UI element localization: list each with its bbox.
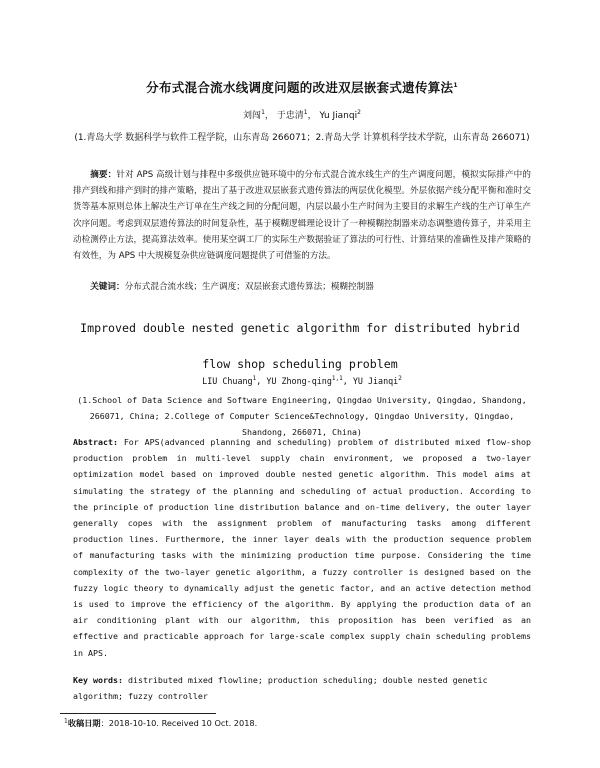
english-abstract bbox=[73, 434, 531, 661]
author-yu-zhongqing: 于忠清 bbox=[276, 111, 304, 121]
english-keywords bbox=[73, 672, 531, 704]
author-yu-jianqi: Yu Jianqi bbox=[319, 111, 358, 121]
footnote: $^1$收稿日期：2018-10-10. Received 10 Oct. 2018. bbox=[64, 717, 258, 728]
chinese-title: 分布式混合流水线调度问题的改进双层嵌套式遗传算法$^1$ bbox=[146, 80, 458, 95]
chinese-authors: 刘闯$^1$， 于忠清$^1$， Yu Jianqi$^2$ bbox=[243, 109, 361, 121]
english-keywords-label: Key words: bbox=[73, 675, 123, 685]
english-keywords-text: distributed mixed flowline; production scheduling; double nested genetic algorithm; fuzzy controller bbox=[73, 675, 488, 702]
english-authors: LIU Chuang$^1$, YU Zhong-qing$^{1,1}$, YU Jianqi$^2$ bbox=[202, 375, 402, 386]
author-liu-chuang: 刘闯 bbox=[243, 111, 262, 121]
english-affiliation: (1.School of Data Science and Software Engineering, Qingdao University, Qingdao, Shandong, 266071, China; 2.College of Computer Science&Technology, Qingdao University, Qingdao, Shandong, 266071, China) bbox=[77, 395, 527, 437]
chinese-keywords-text: 分布式混合流水线；生产调度；双层嵌套式遗传算法；模糊控制器 bbox=[124, 282, 374, 292]
chinese-affiliation: (1.青岛大学 数据科学与软件工程学院，山东青岛 266071；2.青岛大学 计算机科学技术学院，山东青岛 266071) bbox=[74, 133, 530, 143]
chinese-abstract-text: 针对 APS 高级计划与排程中多级供应链环境中的分布式混合流水线生产的生产调度问题，模拟实际排产中的排产到线和排产到时的排产策略，提出了基于改进双层嵌套式遗传算法的两层优化模型。外层依据产线分配平衡和准时交货等基本原则总体上解决生产订单在生产线之间的分配问题，内层以最小生产时间为主要目的求解生产线的生产订单生产次序问题。考虑到双层遗传算法的时间复杂性，基于模糊逻辑理论设计了一种模糊控制器来动态调整遗传算子，并采用主动检测停止方法，提高算法效率。使用某空调工厂的实际生产数据验证了算法的可行性、计算结果的准确性及排产策略的有效性，为 APS 中大规模复杂供应链调度问题提供了可借鉴的方法。 bbox=[73, 170, 531, 262]
chinese-abstract-label: 摘要： bbox=[90, 170, 117, 180]
english-abstract-label: Abstract: bbox=[73, 437, 118, 447]
english-abstract-text: For APS(advanced planning and scheduling) problem of distributed mixed flow-shop production problem in multi-level supply chain environment, we proposed a two-layer optimization model based on improved double nested genetic algorithm. This model aims at simulating the strategy of the planning and scheduling of actual production. According to the principle of production line distribution balance and on-time delivery, the outer layer generally copes with the assignment problem of manufacturing tasks among different production lines. Furthermore, the inner layer deals with the production sequence problem of manufacturing tasks with the minimizing production time purpose. Considering the time complexity of the two-layer genetic algorithm, a fuzzy controller is designed based on the fuzzy logic theory to dynamically adjust the genetic factor, and an active detection method is used to improve the efficiency of the algorithm. By applying the production data of an air conditioning plant with our algorithm, this proposition has been verified as an effective and practicable approach for large-scale complex supply chain scheduling problems in APS. bbox=[73, 437, 531, 658]
footnote-divider bbox=[60, 713, 216, 714]
english-title: Improved double nested genetic algorithm for distributed hybrid flow shop scheduling problem bbox=[80, 321, 520, 371]
chinese-keywords-label: 关键词： bbox=[90, 282, 125, 292]
chinese-keywords bbox=[73, 280, 531, 292]
chinese-abstract bbox=[73, 167, 531, 264]
